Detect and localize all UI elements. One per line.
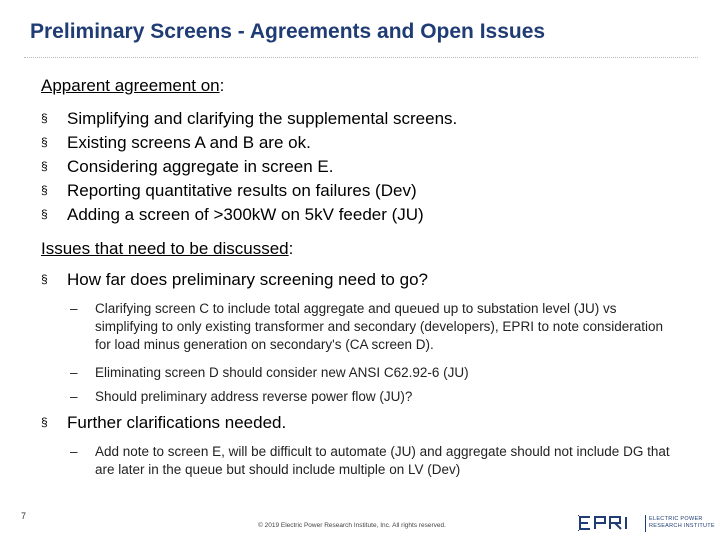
dash-icon: –: [70, 444, 78, 459]
sub-list-item-text: Clarifying screen C to include total aggregate and queued up to substation level (JU) vs simplifying to only existing transformer and secondary (developers), EPRI to note consideration for load minus generation on secondary's (CA screen D).: [95, 301, 664, 352]
sub-list-item: [70, 443, 670, 479]
logo-line-1: ELECTRIC POWER: [649, 516, 703, 522]
bullet-icon: §: [41, 272, 48, 286]
list-item-text: Further clarifications needed.: [67, 413, 287, 432]
sub-list-item: [70, 364, 670, 382]
bullet-icon: §: [41, 111, 48, 125]
sub-list-item-text: Should preliminary address reverse power flow (JU)?: [95, 389, 413, 404]
sub-list-item-text: Add note to screen E, will be difficult to automate (JU) and aggregate should not include DG that are later in the queue but should include multiple on LV (Dev): [95, 444, 670, 477]
sub-list-item: [70, 388, 670, 406]
issues-colon: :: [288, 239, 294, 258]
epri-logo-icon: [578, 514, 640, 532]
bullet-icon: §: [41, 415, 48, 429]
list-item: [41, 270, 428, 290]
issues-heading-text: Issues that need to be discussed: [41, 239, 289, 258]
list-item-text: Adding a screen of >300kW on 5kV feeder (JU): [67, 205, 424, 224]
bullet-icon: §: [41, 135, 48, 149]
dash-icon: –: [70, 389, 78, 404]
bullet-icon: §: [41, 207, 48, 221]
sub-list-item-text: Eliminating screen D should consider new ANSI C62.92-6 (JU): [95, 365, 469, 380]
bullet-icon: §: [41, 183, 48, 197]
list-item-text: How far does preliminary screening need to go?: [67, 270, 428, 289]
list-item: [41, 157, 334, 177]
logo-line-2: RESEARCH INSTITUTE: [649, 523, 715, 529]
list-item: [41, 181, 417, 201]
list-item-text: Existing screens A and B are ok.: [67, 133, 311, 152]
agreement-heading: [41, 76, 224, 96]
list-item: [41, 133, 311, 153]
bullet-icon: §: [41, 159, 48, 173]
dash-icon: –: [70, 365, 78, 380]
dash-icon: –: [70, 301, 78, 316]
sub-list-item: [70, 300, 670, 354]
epri-logo: [578, 514, 715, 536]
list-item-text: Considering aggregate in screen E.: [67, 157, 334, 176]
slide-title: Preliminary Screens - Agreements and Open Issues: [30, 20, 546, 43]
logo-separator: [645, 515, 646, 532]
title-divider: [24, 57, 698, 58]
list-item: [41, 413, 286, 433]
logo-text: [649, 516, 715, 530]
list-item: [41, 109, 457, 129]
list-item-text: Simplifying and clarifying the supplemental screens.: [67, 109, 458, 128]
agreement-heading-text: Apparent agreement on: [41, 76, 220, 95]
list-item-text: Reporting quantitative results on failures (Dev): [67, 181, 417, 200]
list-item: [41, 205, 424, 225]
page-number: 7: [21, 511, 27, 521]
copyright-text: © 2019 Electric Power Research Institute, Inc. All rights reserved.: [258, 522, 446, 529]
agreement-colon: :: [219, 76, 225, 95]
issues-heading: [41, 239, 293, 259]
